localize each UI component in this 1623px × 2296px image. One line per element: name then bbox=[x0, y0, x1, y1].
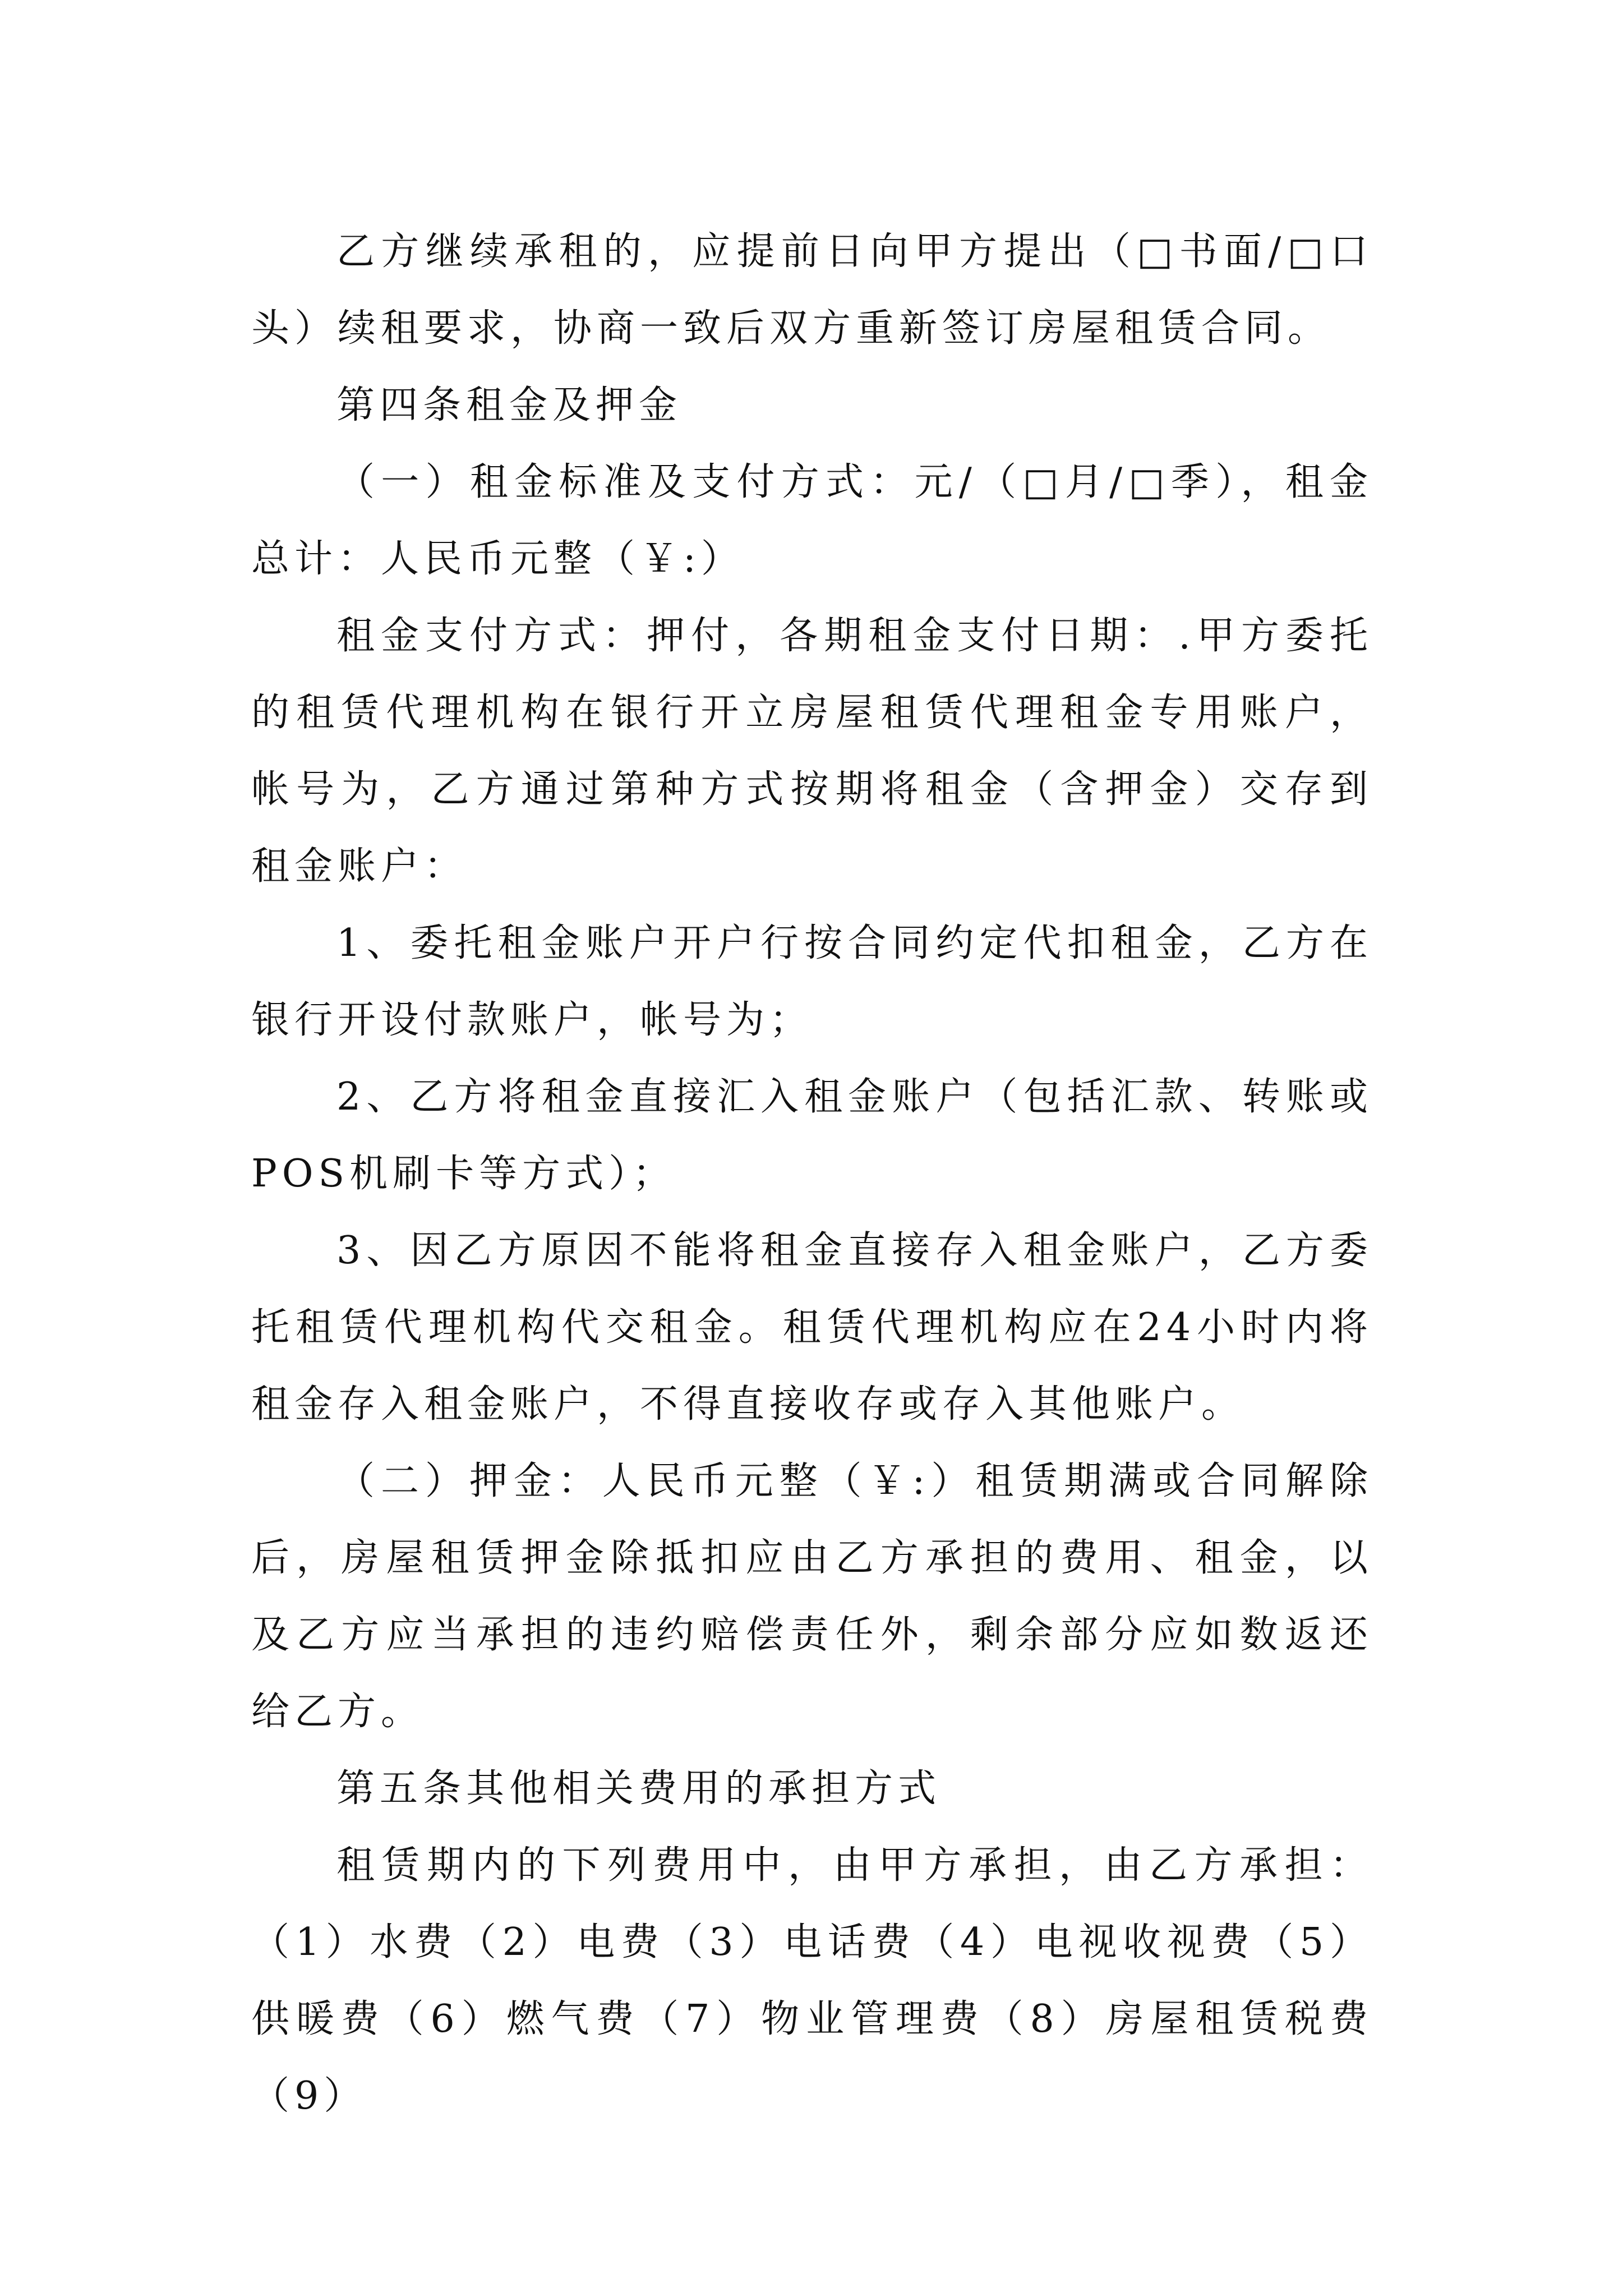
paragraph-payment-option-1: 1、委托租金账户开户行按合同约定代扣租金，乙方在银行开设付款账户，帐号为； bbox=[251, 921, 1373, 1042]
paragraph-deposit: （二）押金：人民币元整（￥:）租赁期满或合同解除后，房屋租赁押金除抵扣应由乙方承担的费用、租金，以及乙方应当承担的违约赔偿责任外，剩余部分应如数返还给乙方。 bbox=[251, 1459, 1373, 1734]
paragraph-rent-payment-method: 租金支付方式：押付，各期租金支付日期：.甲方委托的租赁代理机构在银行开立房屋租赁代理租金专用账户，帐号为，乙方通过第种方式按期将租金（含押金）交存到租金账户： bbox=[251, 614, 1373, 889]
paragraph-fee-list: 租赁期内的下列费用中，由甲方承担，由乙方承担：（1）水费（2）电费（3）电话费（4）电视收视费（5）供暖费（6）燃气费（7）物业管理费（8）房屋租赁税费（9） bbox=[251, 1843, 1373, 2118]
paragraph-renewal: 乙方继续承租的，应提前日向甲方提出（□书面/□口头）续租要求，协商一致后双方重新签订房屋租赁合同。 bbox=[251, 229, 1373, 351]
document-body bbox=[251, 213, 1373, 2134]
paragraph-rent-standard: （一）租金标准及支付方式：元/（□月/□季），租金总计：人民币元整（￥:） bbox=[251, 460, 1373, 581]
section-heading-other-fees: 第五条其他相关费用的承担方式 bbox=[336, 1766, 942, 1811]
paragraph-payment-option-3: 3、因乙方原因不能将租金直接存入租金账户，乙方委托租赁代理机构代交租金。租赁代理机构应在24小时内将租金存入租金账户，不得直接收存或存入其他账户。 bbox=[251, 1228, 1373, 1427]
paragraph-payment-option-2: 2、乙方将租金直接汇入租金账户（包括汇款、转账或POS机刷卡等方式）； bbox=[251, 1075, 1373, 1196]
section-heading-rent-deposit: 第四条租金及押金 bbox=[336, 383, 683, 427]
